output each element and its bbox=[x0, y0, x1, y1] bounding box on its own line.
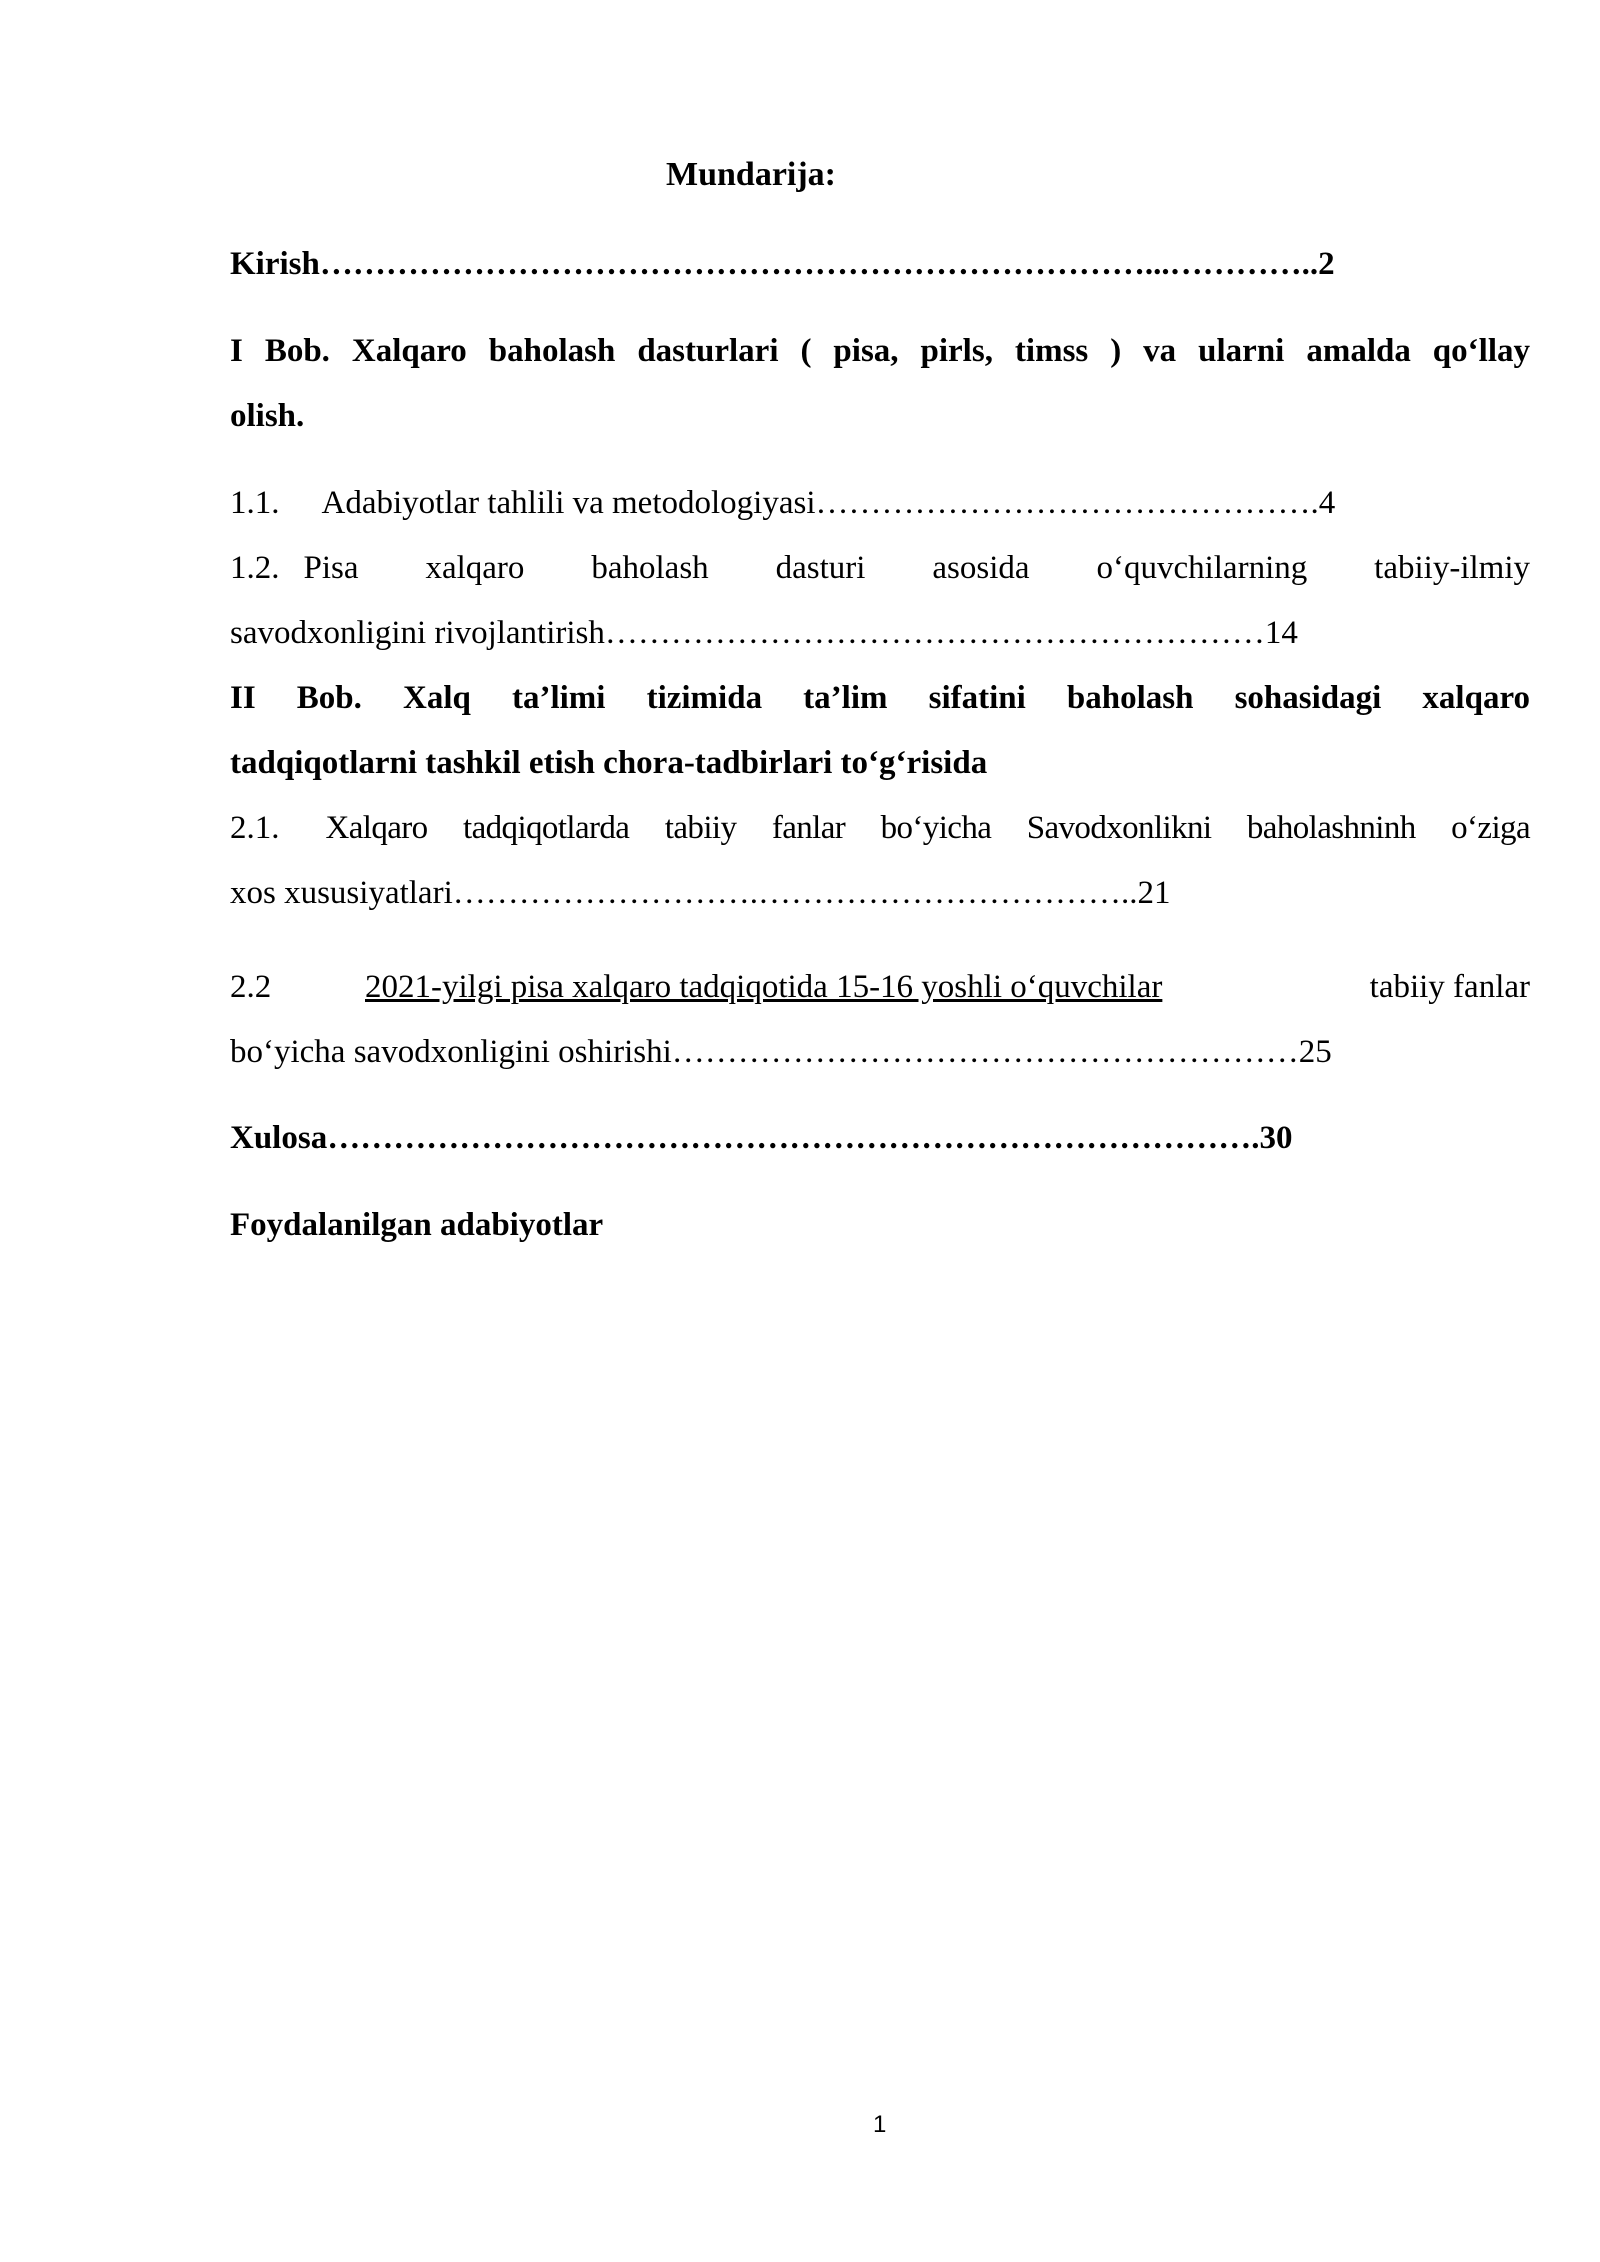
toc-entry-2-1-line2: xos xususiyatlari……………………….……………………………..21 bbox=[230, 875, 1171, 911]
section-title-underlined: 2021-yilgi pisa xalqaro tadqiqotida 15-16 yoshli o‘quvchilar bbox=[365, 969, 1163, 1005]
section-title: Xalqaro tadqiqotlarda tabiiy fanlar bo‘yicha Savodxonlikni baholashninh o‘ziga bbox=[325, 810, 1530, 846]
toc-chapter1-line2: olish. bbox=[230, 398, 305, 434]
toc-entry-1-2-line2: savodxonligini rivojlantirish……………………………………………………14 bbox=[230, 615, 1298, 651]
toc-entry-1-1 bbox=[230, 483, 1530, 523]
section-number: 2.1. bbox=[230, 810, 280, 846]
toc-chapter1-line1: I Bob. Xalqaro baholash dasturlari ( pisa, pirls, timss ) va ularni amalda qo‘llay bbox=[230, 333, 1530, 369]
section-title-rest: tabiiy fanlar bbox=[1369, 969, 1530, 1005]
toc-entry-2-1-line1 bbox=[230, 808, 1530, 848]
section-number: 1.2. bbox=[230, 550, 280, 586]
section-number: 2.2 bbox=[230, 969, 272, 1005]
section-title: Pisa xalqaro baholash dasturi asosida o‘quvchilarning tabiiy-ilmiy bbox=[303, 550, 1530, 586]
toc-entry-2-2-line2: bo‘yicha savodxonligini oshirishi…………………………………………………25 bbox=[230, 1034, 1332, 1070]
section-number: 1.1. bbox=[230, 485, 280, 521]
toc-entry-1-2-line1 bbox=[230, 548, 1530, 588]
toc-entry-conclusion: Xulosa………………………………………………………………………….30 bbox=[230, 1120, 1293, 1156]
toc-entry-intro: Kirish…………………………………………………………………...…………..2 bbox=[230, 246, 1335, 282]
toc-title: Mundarija: bbox=[666, 156, 836, 193]
toc-chapter2-line2: tadqiqotlarni tashkil etish chora-tadbirlari to‘g‘risida bbox=[230, 745, 988, 781]
toc-entry-2-2-line1 bbox=[230, 967, 1530, 1007]
page-number: 1 bbox=[873, 2111, 887, 2138]
toc-entry-references: Foydalanilgan adabiyotlar bbox=[230, 1207, 604, 1243]
toc-chapter2-line1: II Bob. Xalq ta’limi tizimida ta’lim sifatini baholash sohasidagi xalqaro bbox=[230, 680, 1530, 716]
section-title: Adabiyotlar tahlili va metodologiyasi……………………………………….4 bbox=[321, 485, 1336, 521]
